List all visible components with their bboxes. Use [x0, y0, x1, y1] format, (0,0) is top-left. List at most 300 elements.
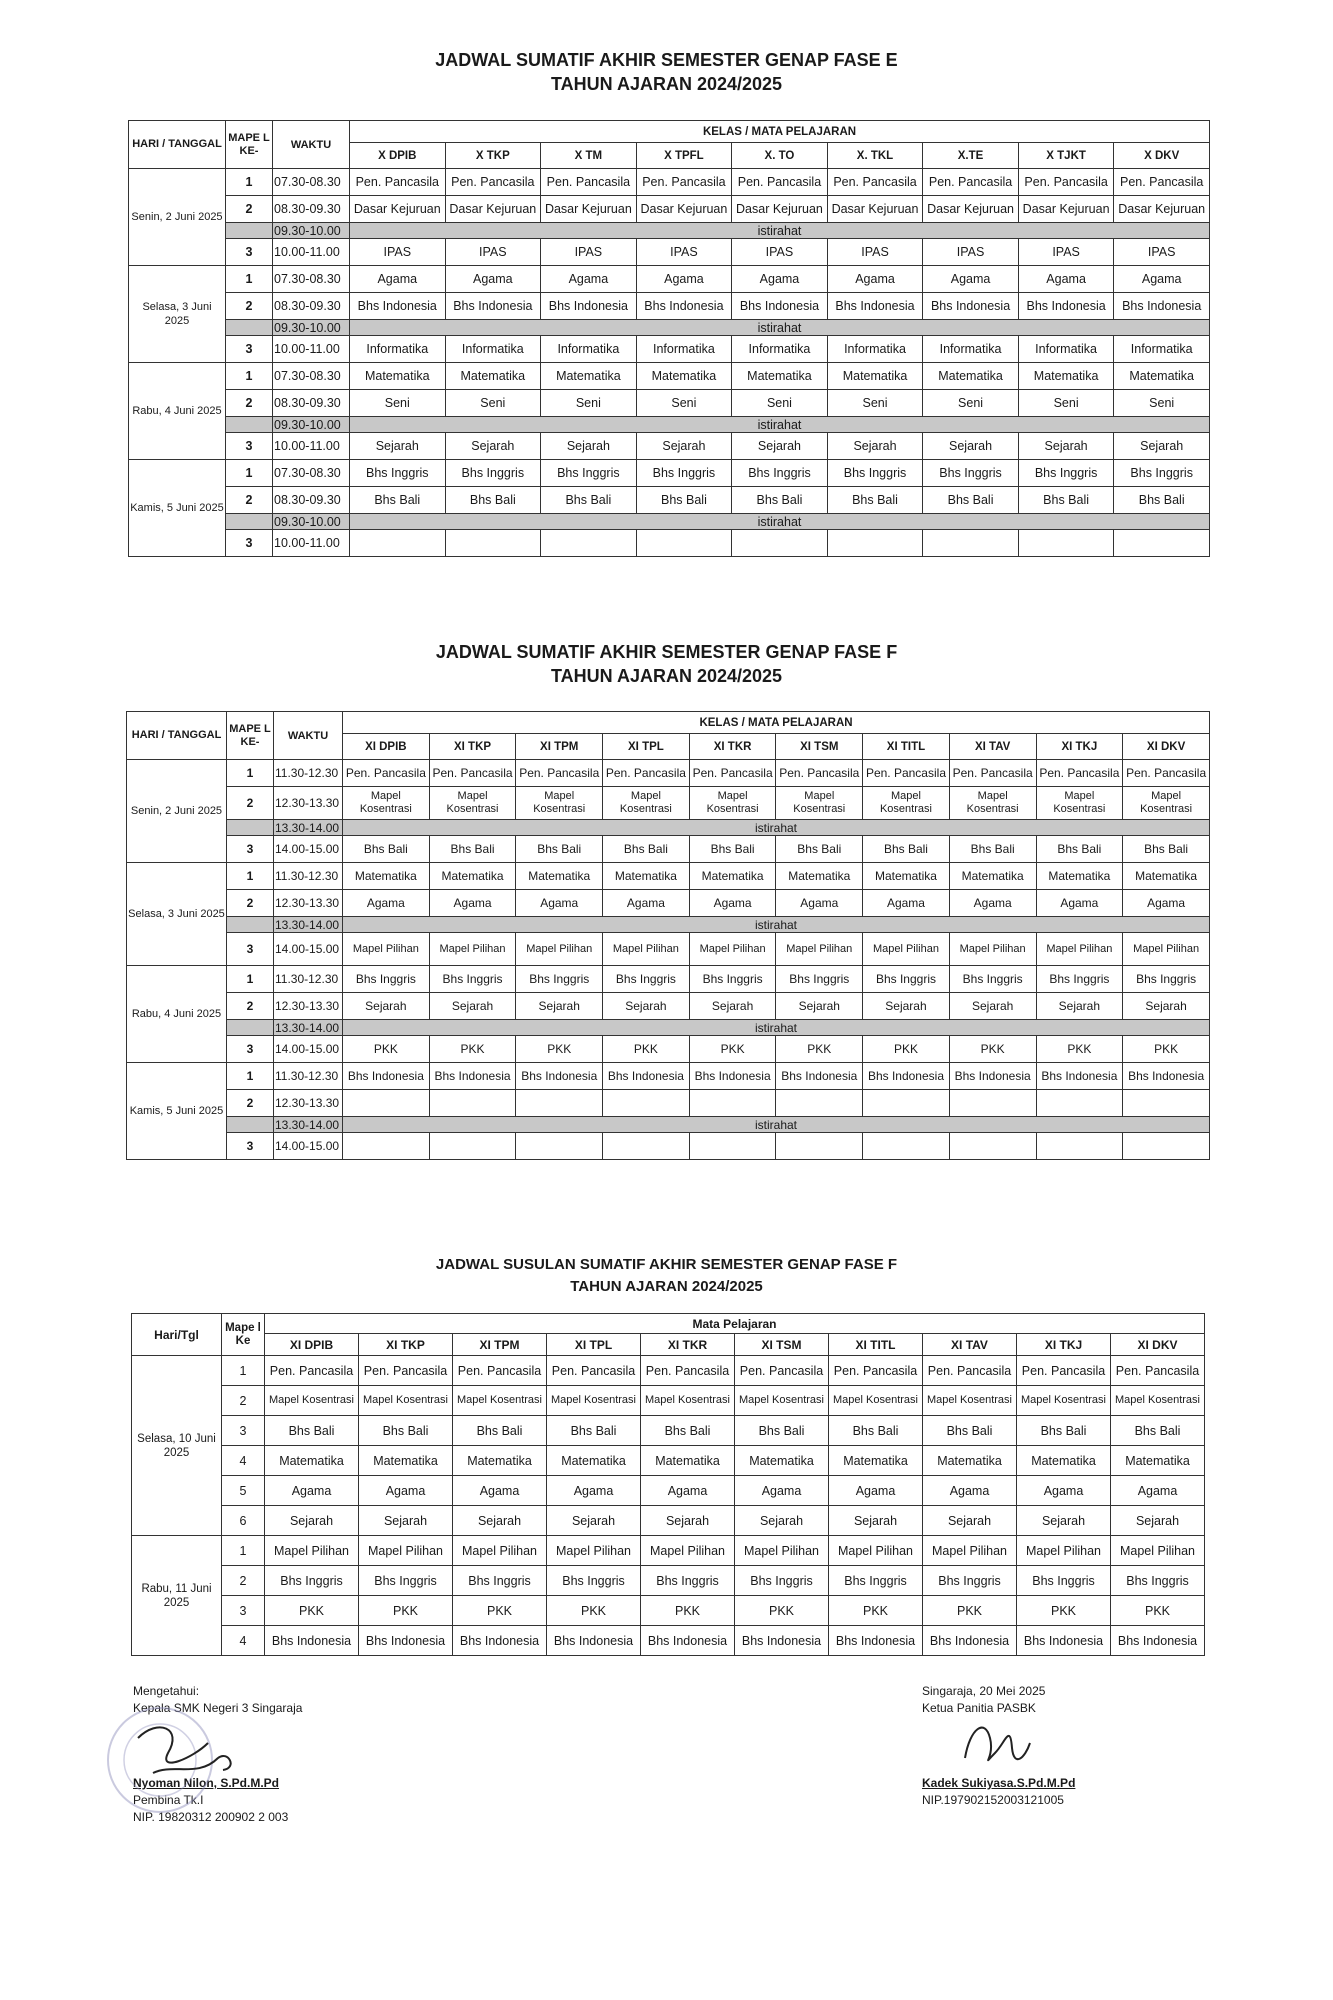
- subject-cell: PKK: [343, 1036, 430, 1063]
- break-time: 13.30-14.00: [274, 917, 343, 933]
- header-class: XI TAV: [949, 734, 1036, 760]
- school-stamp-icon: [98, 1698, 258, 1828]
- break-row: [127, 1020, 1210, 1036]
- subject-cell: Mapel Pilihan: [863, 933, 950, 966]
- subject-cell: Bhs Indonesia: [445, 293, 541, 320]
- subject-cell: Bhs Indonesia: [829, 1626, 923, 1656]
- slot-time: 12.30-13.30: [274, 890, 343, 917]
- subject-cell: Dasar Kejuruan: [445, 196, 541, 223]
- subject-cell: Seni: [1018, 390, 1114, 417]
- subject-cell: Matematika: [445, 363, 541, 390]
- subject-cell: Pen. Pancasila: [359, 1356, 453, 1386]
- header-class: XI TKP: [359, 1334, 453, 1356]
- subject-cell: Bhs Indonesia: [1018, 293, 1114, 320]
- day-label: Rabu, 4 Juni 2025: [127, 966, 227, 1063]
- subject-cell: Bhs Bali: [343, 836, 430, 863]
- subject-cell: Bhs Bali: [429, 836, 516, 863]
- slot-time: 10.00-11.00: [273, 336, 350, 363]
- break-spacer: [226, 223, 273, 239]
- subject-cell: Pen. Pancasila: [1036, 760, 1123, 787]
- subject-cell: Bhs Indonesia: [350, 293, 446, 320]
- subject-cell: Agama: [827, 266, 923, 293]
- sign-left-name: Nyoman Nilon, S.Pd.M.Pd: [133, 1776, 280, 1790]
- subject-cell: Mapel Kosentrasi: [829, 1386, 923, 1416]
- subject-cell: Pen. Pancasila: [689, 760, 776, 787]
- subject-cell: Bhs Bali: [516, 836, 603, 863]
- table-row: [132, 1536, 1205, 1566]
- break-row: [129, 417, 1210, 433]
- title-fase-e-main: JADWAL SUMATIF AKHIR SEMESTER GENAP FASE E: [435, 50, 898, 70]
- subject-cell: Bhs Inggris: [1018, 460, 1114, 487]
- subject-cell: Bhs Inggris: [429, 966, 516, 993]
- subject-cell: Mapel Pilihan: [923, 1536, 1017, 1566]
- slot-number: 1: [227, 863, 274, 890]
- subject-cell: Bhs Indonesia: [541, 293, 637, 320]
- subject-cell: Bhs Inggris: [1017, 1566, 1111, 1596]
- title-susulan: [0, 1253, 1333, 1297]
- subject-cell: Bhs Inggris: [641, 1566, 735, 1596]
- subject-cell: [343, 1090, 430, 1117]
- subject-cell: [429, 1133, 516, 1160]
- subject-cell: Agama: [949, 890, 1036, 917]
- break-time: 09.30-10.00: [273, 514, 350, 530]
- slot-time: 10.00-11.00: [273, 239, 350, 266]
- subject-cell: Matematika: [1114, 363, 1210, 390]
- header-class-group: Mata Pelajaran: [265, 1314, 1205, 1334]
- header-class: XI TPL: [547, 1334, 641, 1356]
- subject-cell: Agama: [863, 890, 950, 917]
- subject-cell: [541, 530, 637, 557]
- subject-cell: [776, 1133, 863, 1160]
- subject-cell: [343, 1133, 430, 1160]
- subject-cell: Agama: [516, 890, 603, 917]
- subject-cell: IPAS: [350, 239, 446, 266]
- slot-time: 08.30-09.30: [273, 487, 350, 514]
- subject-cell: Mapel Pilihan: [547, 1536, 641, 1566]
- subject-cell: Mapel Kosentrasi: [949, 787, 1036, 820]
- subject-cell: Pen. Pancasila: [641, 1356, 735, 1386]
- header-class: X TPFL: [636, 143, 732, 169]
- subject-cell: Sejarah: [1114, 433, 1210, 460]
- subject-cell: Bhs Bali: [1114, 487, 1210, 514]
- subject-cell: Mapel Kosentrasi: [1036, 787, 1123, 820]
- subject-cell: Matematika: [689, 863, 776, 890]
- subject-cell: Sejarah: [923, 433, 1019, 460]
- table-row: [127, 760, 1210, 787]
- header-mapel: MAPE L KE-: [226, 121, 273, 169]
- subject-cell: Mapel Pilihan: [1017, 1536, 1111, 1566]
- schedule-table-susulan: [131, 1313, 1205, 1656]
- subject-cell: Mapel Kosentrasi: [689, 787, 776, 820]
- day-label: Kamis, 5 Juni 2025: [129, 460, 226, 557]
- subject-cell: Dasar Kejuruan: [732, 196, 828, 223]
- subject-cell: Bhs Inggris: [923, 460, 1019, 487]
- subject-cell: Pen. Pancasila: [1111, 1356, 1205, 1386]
- table-row: [129, 433, 1210, 460]
- signature-mark-icon: [950, 1708, 1040, 1778]
- subject-cell: Mapel Kosentrasi: [343, 787, 430, 820]
- subject-cell: Mapel Kosentrasi: [1111, 1386, 1205, 1416]
- break-row: [129, 320, 1210, 336]
- subject-cell: [516, 1090, 603, 1117]
- subject-cell: Pen. Pancasila: [547, 1356, 641, 1386]
- header-class: XI TITL: [863, 734, 950, 760]
- subject-cell: Pen. Pancasila: [1114, 169, 1210, 196]
- subject-cell: Sejarah: [453, 1506, 547, 1536]
- subject-cell: Mapel Pilihan: [949, 933, 1036, 966]
- table-row: [129, 266, 1210, 293]
- subject-cell: Agama: [1111, 1476, 1205, 1506]
- subject-cell: Mapel Kosentrasi: [516, 787, 603, 820]
- subject-cell: Bhs Inggris: [1123, 966, 1210, 993]
- table-row: [132, 1476, 1205, 1506]
- subject-cell: Pen. Pancasila: [636, 169, 732, 196]
- subject-cell: Bhs Inggris: [863, 966, 950, 993]
- subject-cell: Sejarah: [636, 433, 732, 460]
- subject-cell: [1036, 1133, 1123, 1160]
- subject-cell: Bhs Inggris: [453, 1566, 547, 1596]
- subject-cell: PKK: [1036, 1036, 1123, 1063]
- slot-number: 2: [222, 1566, 265, 1596]
- subject-cell: Matematika: [603, 863, 690, 890]
- subject-cell: Bhs Bali: [1036, 836, 1123, 863]
- break-time: 09.30-10.00: [273, 223, 350, 239]
- subject-cell: Sejarah: [359, 1506, 453, 1536]
- subject-cell: Bhs Bali: [445, 487, 541, 514]
- subject-cell: Bhs Inggris: [1111, 1566, 1205, 1596]
- subject-cell: Seni: [827, 390, 923, 417]
- slot-number: 3: [226, 530, 273, 557]
- subject-cell: Bhs Bali: [1017, 1416, 1111, 1446]
- subject-cell: Pen. Pancasila: [350, 169, 446, 196]
- header-class: XI TSM: [735, 1334, 829, 1356]
- header-day: HARI / TANGGAL: [129, 121, 226, 169]
- sign-left-line2: Kepala SMK Negeri 3 Singaraja: [133, 1701, 303, 1715]
- break-row: [127, 917, 1210, 933]
- break-spacer: [227, 1117, 274, 1133]
- header-row: [127, 712, 1210, 734]
- subject-cell: [1018, 530, 1114, 557]
- subject-cell: Sejarah: [1018, 433, 1114, 460]
- title-fase-f-main: JADWAL SUMATIF AKHIR SEMESTER GENAP FASE F: [435, 642, 898, 662]
- header-class: XI DPIB: [265, 1334, 359, 1356]
- slot-number: 3: [222, 1416, 265, 1446]
- subject-cell: Pen. Pancasila: [603, 760, 690, 787]
- slot-number: 2: [226, 196, 273, 223]
- day-label: Selasa, 10 Juni 2025: [132, 1356, 222, 1536]
- day-label: Senin, 2 Juni 2025: [127, 760, 227, 863]
- day-label: Selasa, 3 Juni 2025: [127, 863, 227, 966]
- header-class: XI TPM: [516, 734, 603, 760]
- subject-cell: Agama: [547, 1476, 641, 1506]
- subject-cell: Bhs Indonesia: [343, 1063, 430, 1090]
- subject-cell: Bhs Inggris: [1036, 966, 1123, 993]
- subject-cell: Bhs Inggris: [350, 460, 446, 487]
- subject-cell: Mapel Pilihan: [1123, 933, 1210, 966]
- subject-cell: Matematika: [359, 1446, 453, 1476]
- header-class: X DPIB: [350, 143, 446, 169]
- subject-cell: Sejarah: [516, 993, 603, 1020]
- subject-cell: Dasar Kejuruan: [1018, 196, 1114, 223]
- subject-cell: Bhs Indonesia: [265, 1626, 359, 1656]
- subject-cell: Matematika: [949, 863, 1036, 890]
- slot-time: 14.00-15.00: [274, 1133, 343, 1160]
- subject-cell: Matematika: [735, 1446, 829, 1476]
- subject-cell: Agama: [689, 890, 776, 917]
- schedule-table-fase-e: [128, 120, 1210, 557]
- subject-cell: Mapel Pilihan: [689, 933, 776, 966]
- subject-cell: Dasar Kejuruan: [1114, 196, 1210, 223]
- subject-cell: [1114, 530, 1210, 557]
- table-row: [127, 1133, 1210, 1160]
- subject-cell: Agama: [453, 1476, 547, 1506]
- table-row: [129, 196, 1210, 223]
- subject-cell: Mapel Pilihan: [735, 1536, 829, 1566]
- subject-cell: Sejarah: [603, 993, 690, 1020]
- subject-cell: Bhs Bali: [350, 487, 446, 514]
- subject-cell: Bhs Inggris: [547, 1566, 641, 1596]
- subject-cell: Sejarah: [735, 1506, 829, 1536]
- title-fase-e: [0, 48, 1333, 96]
- subject-cell: Matematika: [923, 363, 1019, 390]
- subject-cell: Sejarah: [445, 433, 541, 460]
- subject-cell: Agama: [541, 266, 637, 293]
- table-row: [127, 787, 1210, 820]
- subject-cell: Agama: [1123, 890, 1210, 917]
- slot-number: 3: [227, 1133, 274, 1160]
- break-label: istirahat: [343, 917, 1210, 933]
- header-time: WAKTU: [274, 712, 343, 760]
- header-time: WAKTU: [273, 121, 350, 169]
- subject-cell: Seni: [636, 390, 732, 417]
- subject-cell: Sejarah: [343, 993, 430, 1020]
- subject-cell: Bhs Bali: [827, 487, 923, 514]
- subject-cell: Matematika: [923, 1446, 1017, 1476]
- header-class: X. TKL: [827, 143, 923, 169]
- subject-cell: Seni: [541, 390, 637, 417]
- slot-number: 1: [226, 169, 273, 196]
- slot-time: 12.30-13.30: [274, 1090, 343, 1117]
- slot-number: 2: [226, 390, 273, 417]
- subject-cell: Mapel Pilihan: [343, 933, 430, 966]
- subject-cell: Bhs Inggris: [516, 966, 603, 993]
- subject-cell: PKK: [949, 1036, 1036, 1063]
- table-row: [129, 487, 1210, 514]
- slot-time: 08.30-09.30: [273, 293, 350, 320]
- header-class-group: KELAS / MATA PELAJARAN: [343, 712, 1210, 734]
- subject-cell: Bhs Indonesia: [689, 1063, 776, 1090]
- subject-cell: Bhs Bali: [923, 1416, 1017, 1446]
- subject-cell: IPAS: [636, 239, 732, 266]
- header-row: [132, 1314, 1205, 1334]
- subject-cell: Mapel Pilihan: [641, 1536, 735, 1566]
- day-label: Rabu, 11 Juni 2025: [132, 1536, 222, 1656]
- slot-time: 11.30-12.30: [274, 760, 343, 787]
- break-row: [127, 820, 1210, 836]
- subject-cell: [827, 530, 923, 557]
- subject-cell: Bhs Indonesia: [1017, 1626, 1111, 1656]
- slot-number: 3: [227, 933, 274, 966]
- subject-cell: Sejarah: [689, 993, 776, 1020]
- sign-right-nip: NIP.197902152003121005: [922, 1793, 1064, 1807]
- subject-cell: Seni: [1114, 390, 1210, 417]
- day-label: Senin, 2 Juni 2025: [129, 169, 226, 266]
- header-mapel: Mape l Ke: [222, 1314, 265, 1356]
- subject-cell: Dasar Kejuruan: [350, 196, 446, 223]
- subject-cell: Pen. Pancasila: [343, 760, 430, 787]
- subject-cell: Bhs Inggris: [541, 460, 637, 487]
- break-time: 09.30-10.00: [273, 320, 350, 336]
- subject-cell: IPAS: [445, 239, 541, 266]
- title-fase-f: [0, 640, 1333, 688]
- subject-cell: Bhs Bali: [923, 487, 1019, 514]
- subject-cell: PKK: [603, 1036, 690, 1063]
- subject-cell: Bhs Bali: [636, 487, 732, 514]
- subject-cell: Informatika: [445, 336, 541, 363]
- header-class-row: [132, 1334, 1205, 1356]
- table-row: [132, 1446, 1205, 1476]
- table-row: [129, 363, 1210, 390]
- header-class: XI TKJ: [1036, 734, 1123, 760]
- day-label: Selasa, 3 Juni 2025: [129, 266, 226, 363]
- subject-cell: Informatika: [350, 336, 446, 363]
- header-class: X TJKT: [1018, 143, 1114, 169]
- subject-cell: Bhs Indonesia: [1123, 1063, 1210, 1090]
- subject-cell: Bhs Bali: [1123, 836, 1210, 863]
- subject-cell: Matematika: [732, 363, 828, 390]
- subject-cell: Pen. Pancasila: [516, 760, 603, 787]
- header-mapel: MAPE L KE-: [227, 712, 274, 760]
- table-row: [132, 1566, 1205, 1596]
- table-row: [127, 933, 1210, 966]
- subject-cell: Sejarah: [776, 993, 863, 1020]
- sign-right-line2: Ketua Panitia PASBK: [922, 1701, 1036, 1715]
- sign-right-line1: Singaraja, 20 Mei 2025: [922, 1684, 1046, 1698]
- table-row: [129, 169, 1210, 196]
- subject-cell: Pen. Pancasila: [863, 760, 950, 787]
- header-class-group: KELAS / MATA PELAJARAN: [350, 121, 1210, 143]
- subject-cell: Pen. Pancasila: [732, 169, 828, 196]
- day-label: Kamis, 5 Juni 2025: [127, 1063, 227, 1160]
- subject-cell: Sejarah: [949, 993, 1036, 1020]
- subject-cell: Bhs Bali: [453, 1416, 547, 1446]
- subject-cell: Pen. Pancasila: [776, 760, 863, 787]
- slot-number: 2: [227, 890, 274, 917]
- subject-cell: Pen. Pancasila: [949, 760, 1036, 787]
- subject-cell: Agama: [1018, 266, 1114, 293]
- subject-cell: PKK: [776, 1036, 863, 1063]
- slot-number: 2: [226, 293, 273, 320]
- subject-cell: Bhs Bali: [829, 1416, 923, 1446]
- subject-cell: Agama: [829, 1476, 923, 1506]
- header-class: X TKP: [445, 143, 541, 169]
- subject-cell: Agama: [923, 266, 1019, 293]
- subject-cell: PKK: [923, 1596, 1017, 1626]
- subject-cell: PKK: [1123, 1036, 1210, 1063]
- subject-cell: PKK: [547, 1596, 641, 1626]
- subject-cell: IPAS: [923, 239, 1019, 266]
- subject-cell: [776, 1090, 863, 1117]
- subject-cell: [949, 1133, 1036, 1160]
- subject-cell: Matematika: [1123, 863, 1210, 890]
- subject-cell: Bhs Indonesia: [827, 293, 923, 320]
- subject-cell: Matematika: [343, 863, 430, 890]
- title-fase-f-year: TAHUN AJARAN 2024/2025: [550, 666, 783, 686]
- subject-cell: Sejarah: [547, 1506, 641, 1536]
- subject-cell: Pen. Pancasila: [265, 1356, 359, 1386]
- subject-cell: Matematika: [429, 863, 516, 890]
- subject-cell: Seni: [923, 390, 1019, 417]
- subject-cell: Agama: [359, 1476, 453, 1506]
- subject-cell: Bhs Indonesia: [547, 1626, 641, 1656]
- subject-cell: Bhs Indonesia: [863, 1063, 950, 1090]
- subject-cell: Pen. Pancasila: [735, 1356, 829, 1386]
- header-class: XI TKR: [641, 1334, 735, 1356]
- subject-cell: IPAS: [541, 239, 637, 266]
- subject-cell: Bhs Inggris: [949, 966, 1036, 993]
- subject-cell: Dasar Kejuruan: [923, 196, 1019, 223]
- subject-cell: Mapel Pilihan: [359, 1536, 453, 1566]
- subject-cell: Bhs Inggris: [636, 460, 732, 487]
- table-row: [127, 966, 1210, 993]
- subject-cell: [1036, 1090, 1123, 1117]
- subject-cell: Agama: [636, 266, 732, 293]
- schedule-table-fase-f: [126, 711, 1210, 1160]
- subject-cell: Matematika: [829, 1446, 923, 1476]
- subject-cell: Informatika: [1018, 336, 1114, 363]
- subject-cell: Bhs Indonesia: [1036, 1063, 1123, 1090]
- subject-cell: Bhs Indonesia: [776, 1063, 863, 1090]
- subject-cell: Matematika: [1111, 1446, 1205, 1476]
- subject-cell: Agama: [735, 1476, 829, 1506]
- subject-cell: Bhs Indonesia: [359, 1626, 453, 1656]
- break-row: [127, 1117, 1210, 1133]
- subject-cell: Informatika: [1114, 336, 1210, 363]
- subject-cell: IPAS: [827, 239, 923, 266]
- subject-cell: Matematika: [827, 363, 923, 390]
- subject-cell: Bhs Bali: [732, 487, 828, 514]
- subject-cell: [949, 1090, 1036, 1117]
- subject-cell: Bhs Bali: [265, 1416, 359, 1446]
- subject-cell: Agama: [429, 890, 516, 917]
- slot-time: 07.30-08.30: [273, 460, 350, 487]
- subject-cell: [516, 1133, 603, 1160]
- header-class: X DKV: [1114, 143, 1210, 169]
- header-class: XI DPIB: [343, 734, 430, 760]
- slot-number: 6: [222, 1506, 265, 1536]
- subject-cell: Agama: [350, 266, 446, 293]
- day-label: Rabu, 4 Juni 2025: [129, 363, 226, 460]
- slot-number: 2: [227, 787, 274, 820]
- slot-number: 2: [222, 1386, 265, 1416]
- subject-cell: Matematika: [863, 863, 950, 890]
- subject-cell: Dasar Kejuruan: [827, 196, 923, 223]
- break-time: 13.30-14.00: [274, 1117, 343, 1133]
- subject-cell: IPAS: [1114, 239, 1210, 266]
- subject-cell: PKK: [641, 1596, 735, 1626]
- subject-cell: Mapel Pilihan: [603, 933, 690, 966]
- slot-number: 3: [227, 836, 274, 863]
- break-label: istirahat: [350, 223, 1210, 239]
- break-time: 13.30-14.00: [274, 820, 343, 836]
- header-day: HARI / TANGGAL: [127, 712, 227, 760]
- subject-cell: Agama: [776, 890, 863, 917]
- subject-cell: Bhs Inggris: [343, 966, 430, 993]
- subject-cell: Bhs Indonesia: [732, 293, 828, 320]
- header-class: XI TSM: [776, 734, 863, 760]
- slot-time: 12.30-13.30: [274, 993, 343, 1020]
- subject-cell: Bhs Indonesia: [949, 1063, 1036, 1090]
